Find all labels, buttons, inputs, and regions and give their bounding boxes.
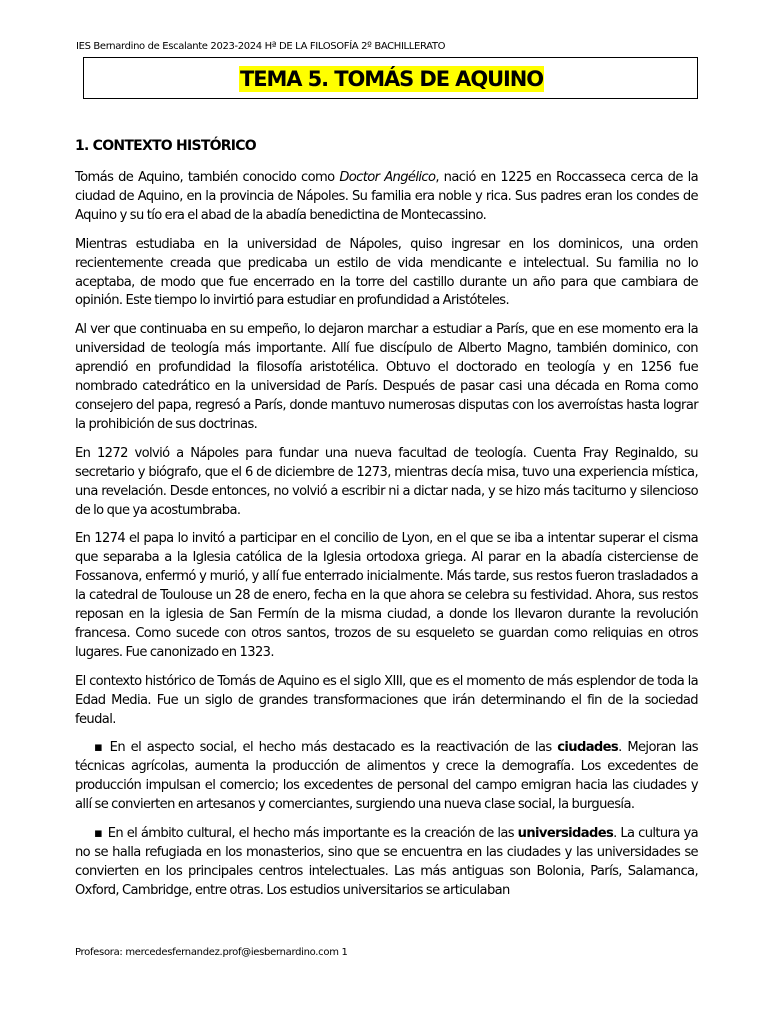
page-header: IES Bernardino de Escalante 2023-2024 Hª DE LA FILOSOFÍA 2º BACHILLERATO [76,41,446,52]
bullet-square-icon: ▪ [94,826,103,842]
bullet-item-social [75,739,698,815]
document-body [75,169,698,911]
bullet-2-text-b: . La cultura ya no se halla refugiada en los monasterios, sino que se encuentra en las ciudades y las universidades se convierten en los principales centros intelectuales. Las más antiguas son Bolonia, París, Salamanca, Oxford, Cambridge, entre otras. Los estudios universitarios se articulaban [75,826,698,898]
paragraph-1-text-b: , nació en 1225 en Roccasseca cerca de la ciudad de Aquino, en la provincia de Nápoles. Su familia era noble y rica. Sus padres eran los condes de Aquino y su tío era el abad de la abadía benedictina de Montecassino. [75,170,698,223]
bullet-1-bold: ciudades [557,740,619,756]
bullet-2-bold: universidades [517,826,614,842]
bullet-item-cultural [75,825,698,901]
paragraph-1 [75,169,698,226]
bullet-square-icon: ▪ [94,740,103,756]
paragraph-1-italic: Doctor Angélico [339,170,436,185]
paragraph-5: En 1274 el papa lo invitó a participar en el concilio de Lyon, en el que se iba a intentar superar el cisma que separaba a la Iglesia católica de la Iglesia ortodoxa griega. Al parar en la abadía cisterciense de Fossanova, enfermó y murió, y allí fue enterrado inicialmente. Más tarde, sus restos fueron trasladados a la catedral de Toulouse un 28 de enero, fecha en la que ahora se celebra su festividad. Ahora, sus restos reposan en la iglesia de San Fermín de la misma ciudad, a donde los llevaron durante la revolución francesa. Como sucede con otros santos, trozos de su esqueleto se guardan como reliquias en otros lugares. Fue canonizado en 1323. [75,531,698,660]
bullet-2-text-a: En el ámbito cultural, el hecho más importante es la creación de las [107,826,518,842]
page-title: TEMA 5. TOMÁS DE AQUINO [240,67,543,91]
section-heading: 1. CONTEXTO HISTÓRICO [75,138,256,154]
paragraph-1-text-a: Tomás de Aquino, también conocido como [75,170,340,185]
paragraph-3: Al ver que continuaba en su empeño, lo dejaron marchar a estudiar a París, que en ese momento era la universidad de teología más importante. Allí fue discípulo de Alberto Magno, también dominico, con aprendió en profundidad la filosofía aristotélica. Obtuvo el doctorado en teología y en 1256 fue nombrado catedrático en la universidad de París. Después de pasar casi una década en Roma como consejero del papa, regresó a París, donde mantuvo numerosas disputas con los averroístas hasta lograr la prohibición de sus doctrinas. [75,322,698,432]
paragraph-4: En 1272 volvió a Nápoles para fundar una nueva facultad de teología. Cuenta Fray Reginaldo, su secretario y biógrafo, que el 6 de diciembre de 1273, mientras decía misa, tuvo una experiencia mística, una revelación. Desde entonces, no volvió a escribir ni a dictar nada, y se hizo más taciturno y silencioso de lo que ya acostumbraba. [75,445,698,518]
bullet-1-text-a: En el aspecto social, el hecho más destacado es la reactivación de las [109,740,558,756]
paragraph-2: Mientras estudiaba en la universidad de Nápoles, quiso ingresar en los dominicos, una orden recientemente creada que predicaba un estilo de vida mendicante e intelectual. Su familia no lo aceptaba, de modo que fue encerrado en la torre del castillo durante un año para que cambiara de opinión. Este tiempo lo invirtió para estudiar en profundidad a Aristóteles. [75,236,698,309]
page-footer: Profesora: mercedesfernandez.prof@iesbernardino.com 1 [75,947,348,958]
paragraph-6: El contexto histórico de Tomás de Aquino es el siglo XIII, que es el momento de más esplendor de toda la Edad Media. Fue un siglo de grandes transformaciones que irán determinando el fin de la sociedad feudal. [75,673,698,727]
bullet-1-text-b: . Mejoran las técnicas agrícolas, aumenta la producción de alimentos y crece la demografía. Los excedentes de producción impulsan el comercio; los excedentes de personal del campo emigran hacia las ciudades y allí se convierten en artesanos y comerciantes, surgiendo una nueva clase social, la burguesía. [75,740,698,813]
